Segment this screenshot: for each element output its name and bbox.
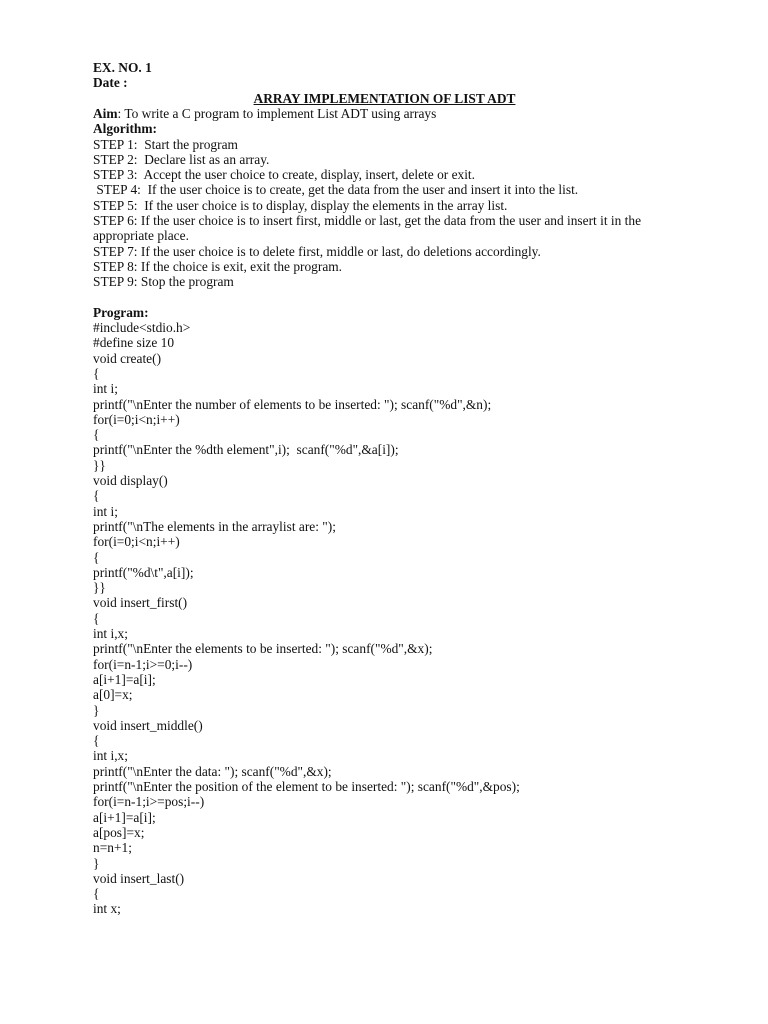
code-line: printf("\nThe elements in the arraylist are: "); — [93, 519, 336, 534]
algorithm-step: STEP 2: Declare list as an array. — [93, 152, 270, 167]
algorithm-step: STEP 7: If the user choice is to delete first, middle or last, do deletions accordingly. — [93, 244, 541, 259]
code-line: { — [93, 366, 100, 381]
algorithm-step: STEP 3: Accept the user choice to create, display, insert, delete or exit. — [93, 167, 475, 182]
code-line: void insert_middle() — [93, 718, 203, 733]
code-line: a[i+1]=a[i]; — [93, 810, 156, 825]
code-line: } — [93, 856, 100, 871]
algorithm-step: STEP 8: If the choice is exit, exit the program. — [93, 259, 343, 274]
code-line: { — [93, 488, 100, 503]
algorithm-step: STEP 1: Start the program — [93, 137, 238, 152]
aim-line — [93, 106, 688, 121]
algorithm-step: STEP 6: If the user choice is to insert first, middle or last, get the data from the user and insert it in the appropriate place. — [93, 213, 642, 243]
aim-label: Aim — [93, 106, 118, 121]
algorithm-heading: Algorithm: — [93, 121, 157, 136]
algorithm-step: STEP 9: Stop the program — [93, 274, 234, 289]
code-line: }} — [93, 458, 106, 473]
program-heading: Program: — [93, 305, 149, 320]
code-line: a[pos]=x; — [93, 825, 145, 840]
code-line: printf("\nEnter the elements to be inserted: "); scanf("%d",&x); — [93, 641, 433, 656]
code-line: for(i=n-1;i>=0;i--) — [93, 657, 193, 672]
code-line: for(i=n-1;i>=pos;i--) — [93, 794, 205, 809]
code-line: printf("\nEnter the position of the element to be inserted: "); scanf("%d",&pos); — [93, 779, 520, 794]
code-line: printf("\nEnter the %dth element",i); scanf("%d",&a[i]); — [93, 442, 399, 457]
code-line: #define size 10 — [93, 335, 175, 350]
aim-text: : To write a C program to implement List ADT using arrays — [117, 106, 437, 121]
code-line: void insert_last() — [93, 871, 185, 886]
algorithm-step: STEP 4: If the user choice is to create, get the data from the user and insert it into the list. — [93, 182, 579, 197]
code-line: printf("%d\t",a[i]); — [93, 565, 194, 580]
code-line: { — [93, 886, 100, 901]
code-line: void create() — [93, 351, 162, 366]
code-line: int i; — [93, 381, 118, 396]
code-line: void display() — [93, 473, 168, 488]
exercise-number: EX. NO. 1 — [93, 60, 152, 75]
code-line: a[i+1]=a[i]; — [93, 672, 156, 687]
code-line: a[0]=x; — [93, 687, 133, 702]
code-line: { — [93, 550, 100, 565]
page-title — [0, 91, 768, 106]
code-line: { — [93, 733, 100, 748]
code-line: { — [93, 427, 100, 442]
code-line: int x; — [93, 901, 121, 916]
code-line: int i,x; — [93, 626, 128, 641]
code-line: } — [93, 703, 100, 718]
code-line: printf("\nEnter the number of elements to be inserted: "); scanf("%d",&n); — [93, 397, 492, 412]
code-line: int i; — [93, 504, 118, 519]
algorithm-step: STEP 5: If the user choice is to display, display the elements in the array list. — [93, 198, 508, 213]
date-label: Date : — [93, 75, 128, 90]
code-line: n=n+1; — [93, 840, 132, 855]
code-line: int i,x; — [93, 748, 128, 763]
code-line: { — [93, 611, 100, 626]
code-line: void insert_first() — [93, 595, 188, 610]
code-line: for(i=0;i<n;i++) — [93, 412, 180, 427]
code-line: #include<stdio.h> — [93, 320, 191, 335]
code-line: printf("\nEnter the data: "); scanf("%d",&x); — [93, 764, 332, 779]
code-line: }} — [93, 580, 106, 595]
page-title-text: ARRAY IMPLEMENTATION OF LIST ADT — [253, 91, 516, 106]
code-line: for(i=0;i<n;i++) — [93, 534, 180, 549]
